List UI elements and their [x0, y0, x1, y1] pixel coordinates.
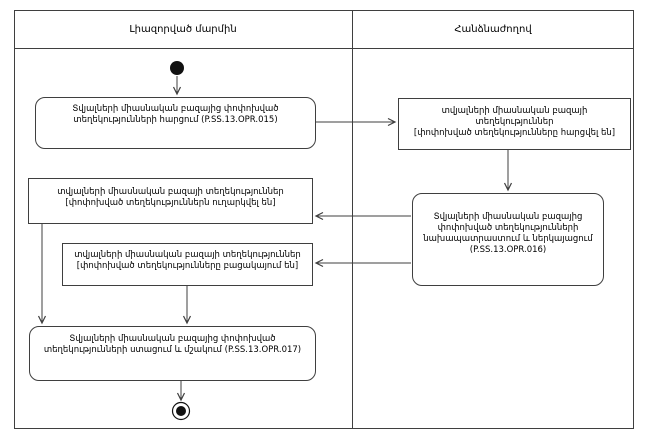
activity-prepare-label: Տվյալների միասնական բազայից փոփոխված տեղեկությունների նախապատրաստում և ներկայացում (P.SS.13.OPR.016)	[423, 212, 593, 256]
activity-request-label: Տվյալների միասնական բազայից փոփոխված տեղեկությունների հարցում (P.SS.13.OPR.015)	[72, 104, 279, 126]
activity-prepare-present-info	[412, 193, 604, 286]
object-node-info-requested	[398, 98, 631, 150]
object-node-title: տվյալների միասնական բազայի տեղեկություններ	[57, 187, 284, 197]
object-node-title: տվյալների միասնական բազայի տեղեկություններ	[74, 250, 301, 260]
object-node-info-missing	[62, 243, 313, 286]
lane-divider	[352, 10, 353, 429]
lane-header-authorized-body	[15, 11, 351, 47]
object-node-state: [փոփոխված տեղեկությունները բացակայում են]	[76, 261, 299, 272]
lane-header-commission	[353, 11, 633, 47]
lane-header-commission-label: Հանձնաժողով	[454, 23, 532, 35]
activity-receive-process-info	[29, 326, 316, 381]
lane-header-authorized-body-label: Լիազորված մարմին	[129, 23, 237, 35]
object-node-info-sent	[28, 178, 313, 224]
activity-receive-label: Տվյալների միասնական բազայից փոփոխված տեղեկությունների ստացում և մշակում (P.SS.13.OPR.017)	[43, 334, 302, 356]
lane-header-underline	[14, 48, 634, 49]
object-node-state: [փոփոխված տեղեկությունները հարցվել են]	[413, 128, 616, 139]
object-node-title: տվյալների միասնական բազայի տեղեկություններ	[441, 106, 588, 128]
object-node-state: [փոփոխված տեղեկություններն ուղարկվել են]	[65, 198, 276, 209]
activity-request-changed-info	[35, 97, 316, 149]
